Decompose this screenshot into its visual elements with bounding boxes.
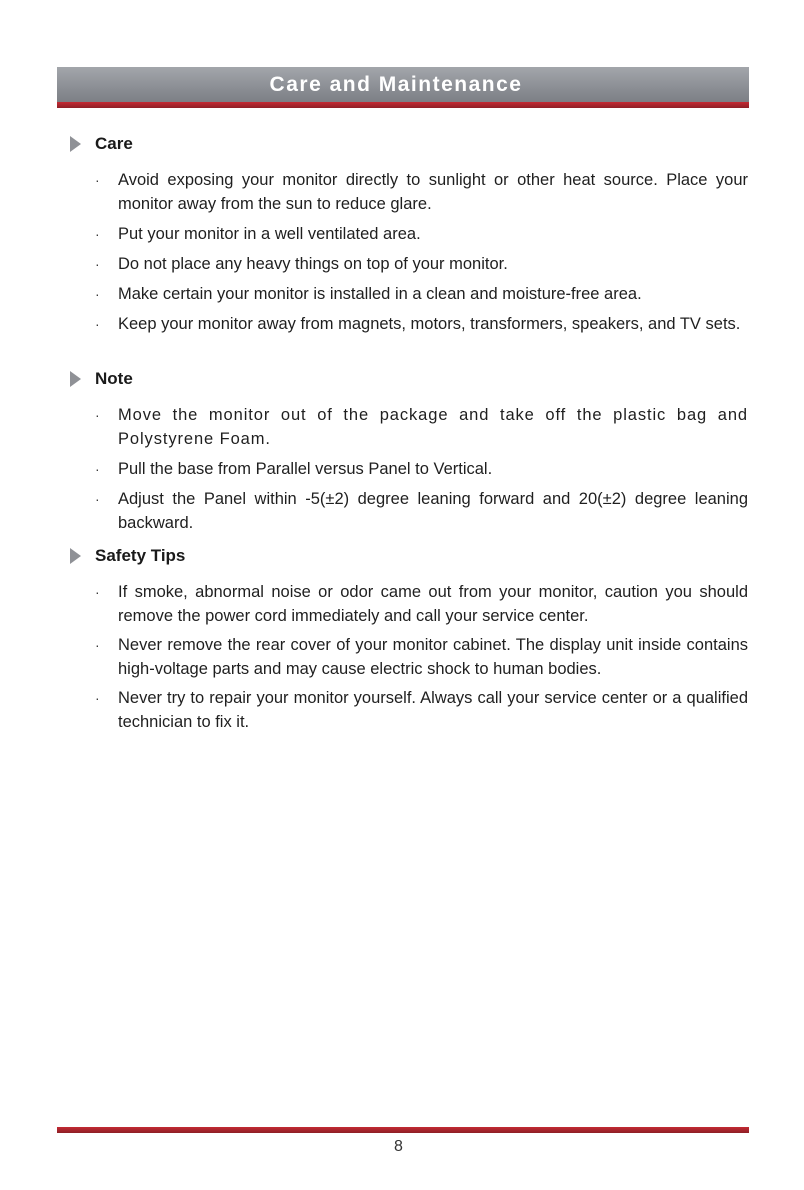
list-item-text: Avoid exposing your monitor directly to sunlight or other heat source. Place your monitor away from the sun to reduce glare. [118,171,748,213]
safety-tips-heading [68,545,748,567]
section-header-bar [57,67,749,102]
safety-tips-section [68,545,748,734]
bullet-dot-icon: · [95,316,100,332]
note-list [68,403,748,535]
list-item-text: Never remove the rear cover of your monitor cabinet. The display unit inside contains high-voltage parts and may cause electric shock to human bodies. [118,636,748,678]
list-item [68,168,748,216]
care-title: Care [95,134,133,153]
footer-accent-line [57,1127,749,1133]
care-heading [68,133,748,155]
list-item [68,457,748,481]
bullet-dot-icon: · [95,491,100,507]
list-item [68,222,748,246]
note-title: Note [95,369,133,388]
bullet-dot-icon: · [95,407,101,423]
list-item-text: Make certain your monitor is installed in a clean and moisture-free area. [118,285,642,303]
header-accent-line [57,102,749,108]
list-item-text: Adjust the Panel within -5(±2) degree leaning forward and 20(±2) degree leaning backward. [118,490,748,532]
list-item-text: Never try to repair your monitor yourself. Always call your service center or a qualified technician to fix it. [118,689,748,731]
list-item [68,686,748,734]
bullet-dot-icon: · [95,690,100,706]
arrow-right-icon [70,136,81,152]
page-title: Care and Maintenance [269,72,523,96]
list-item [68,312,748,336]
bullet-dot-icon: · [95,172,100,188]
list-item [68,252,748,276]
safety-tips-title: Safety Tips [95,546,186,565]
list-item-text: If smoke, abnormal noise or odor came out from your monitor, caution you should remove the power cord immediately and call your service center. [118,583,748,625]
list-item [68,403,748,451]
page-number: 8 [394,1138,403,1155]
list-item-text: Move the monitor out of the package and take off the plastic bag and Polystyrene Foam. [118,406,748,448]
care-list [68,168,748,336]
care-section [68,133,748,336]
list-item [68,580,748,628]
note-section [68,368,748,535]
safety-tips-list [68,580,748,734]
arrow-right-icon [70,371,81,387]
note-heading [68,368,748,390]
bullet-dot-icon: · [95,637,100,653]
list-item [68,487,748,535]
list-item-text: Do not place any heavy things on top of your monitor. [118,255,508,273]
bullet-dot-icon: · [95,461,100,477]
list-item [68,282,748,306]
bullet-dot-icon: · [95,226,100,242]
list-item-text: Pull the base from Parallel versus Panel to Vertical. [118,460,493,478]
list-item [68,633,748,681]
list-item-text: Keep your monitor away from magnets, motors, transformers, speakers, and TV sets. [118,315,741,333]
bullet-dot-icon: · [95,256,100,272]
arrow-right-icon [70,548,81,564]
list-item-text: Put your monitor in a well ventilated area. [118,225,421,243]
bullet-dot-icon: · [95,286,100,302]
bullet-dot-icon: · [95,584,100,600]
